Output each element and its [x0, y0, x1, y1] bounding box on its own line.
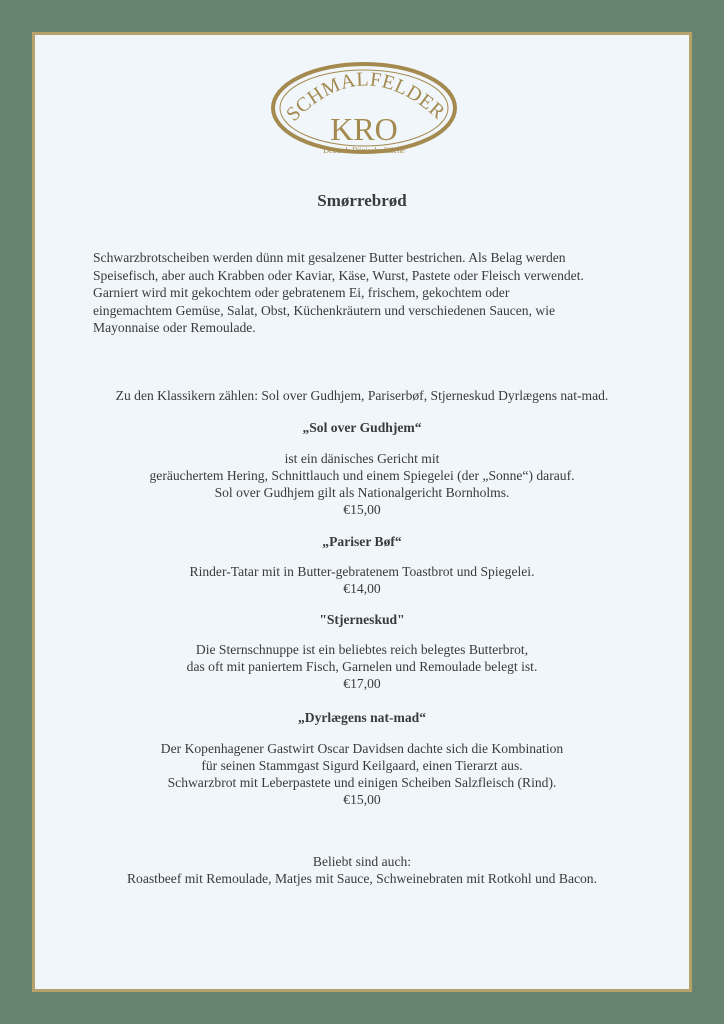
dish-price: €15,00 — [343, 502, 381, 517]
dish-name: „Dyrlægens nat-mad“ — [297, 710, 426, 725]
intro-paragraph — [93, 249, 653, 337]
dish-name: „Pariser Bøf“ — [322, 534, 402, 549]
dish-price: €14,00 — [343, 581, 381, 596]
dish-description-line: Rinder-Tatar mit in Butter-gebratenem Toastbrot und Spiegelei. — [189, 564, 535, 579]
dish-description-line: geräuchertem Hering, Schnittlauch und einem Spiegelei (der „Sonne“) darauf. — [149, 468, 575, 483]
dish-price: €15,00 — [343, 792, 381, 807]
classics-line: Zu den Klassikern zählen: Sol over Gudhjem, Pariserbøf, Stjerneskud Dyrlægens nat-mad. — [115, 388, 609, 403]
intro-line: Schwarzbrotscheiben werden dünn mit gesalzener Butter bestrichen. Als Belag werden — [93, 250, 566, 265]
intro-line: eingemachtem Gemüse, Salat, Obst, Küchenkräutern und verschiedenen Saucen, wie — [93, 302, 556, 318]
dish-name: "Stjerneskud" — [319, 612, 405, 627]
also-popular — [35, 853, 689, 887]
dish-description-line: Sol over Gudhjem gilt als Nationalgericht Bornholms. — [214, 485, 510, 500]
restaurant-logo — [268, 60, 460, 156]
dish-price: €17,00 — [343, 676, 381, 691]
logo-arc-text: SCHMALFELDER — [282, 68, 450, 126]
dish-description-line: ist ein dänisches Gericht mit — [284, 451, 440, 466]
intro-line: Garniert wird mit gekochtem oder gebratenem Ei, frischem, gekochtem oder — [93, 285, 510, 300]
dish-pariser-bof — [35, 533, 689, 597]
intro-line: Speisefisch, aber auch Krabben oder Kaviar, Käse, Wurst, Pastete oder Fleisch verwendet. — [93, 267, 584, 283]
dish-description-line: Die Sternschnuppe ist ein beliebtes reich belegtes Butterbrot, — [195, 642, 529, 657]
also-popular-heading: Beliebt sind auch: — [312, 854, 412, 869]
dish-sol-over-gudhjem — [35, 419, 689, 518]
also-popular-text: Roastbeef mit Remoulade, Matjes mit Sauce, Schweinebraten mit Rotkohl und Bacon. — [126, 871, 598, 886]
dish-name: „Sol over Gudhjem“ — [302, 420, 422, 435]
dish-description-line: für seinen Stammgast Sigurd Keilgaard, einen Tierarzt aus. — [201, 758, 523, 773]
intro-line: Mayonnaise oder Remoulade. — [93, 320, 256, 335]
dish-description-line: Schwarzbrot mit Leberpastete und einigen Scheiben Salzfleisch (Rind). — [167, 775, 557, 790]
dish-description-line: Der Kopenhagener Gastwirt Oscar Davidsen dachte sich die Kombination — [160, 741, 564, 756]
logo-sub-text: Deutsch-Dänische Küche — [323, 146, 405, 155]
dish-dyrlaegens-nat-mad — [35, 709, 689, 808]
logo-main-text: KRO — [330, 111, 398, 147]
dish-description-line: das oft mit paniertem Fisch, Garnelen und Remoulade belegt ist. — [186, 659, 538, 674]
dish-stjerneskud — [35, 611, 689, 692]
menu-page — [32, 32, 692, 992]
page-title: Smørrebrød — [317, 191, 407, 210]
